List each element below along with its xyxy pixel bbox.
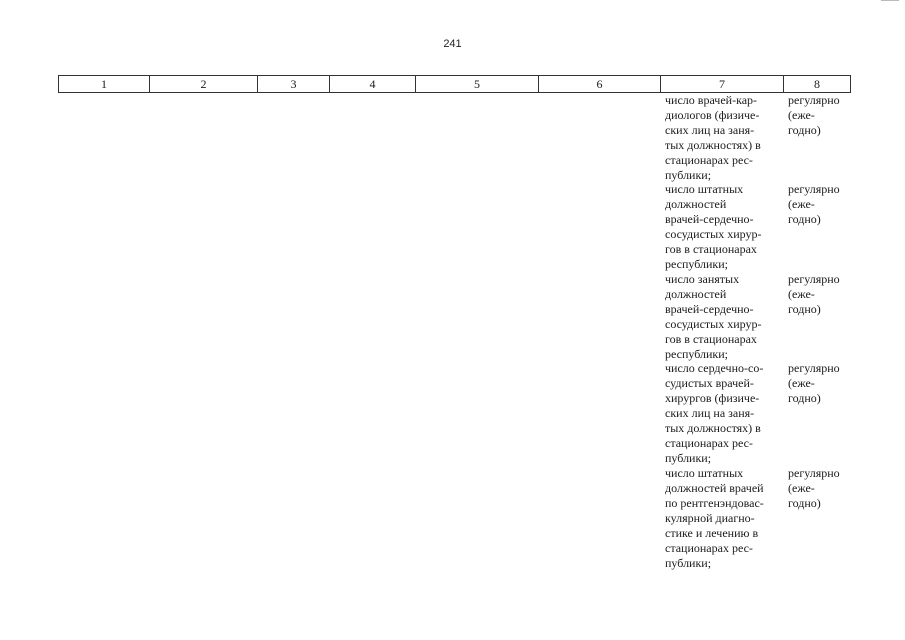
- frequency-cell: регулярно (еже- годно): [788, 93, 840, 137]
- frequency-cell: регулярно (еже- годно): [788, 466, 840, 510]
- column-header-6: 6: [538, 76, 660, 92]
- indicator-cell: число штатных должностей врачей по рентгенэндовас- кулярной диагно- стике и лечению в стационарах рес- публики;: [665, 466, 764, 570]
- frequency-cell: регулярно (еже- годно): [788, 182, 840, 226]
- column-header-5: 5: [415, 76, 538, 92]
- frequency-cell: регулярно (еже- годно): [788, 272, 840, 316]
- column-header-7: 7: [660, 76, 783, 92]
- indicator-cell: число штатных должностей врачей-сердечно- сосудистых хирур- гов в стационарах республики;: [665, 182, 762, 271]
- scan-edge-mark: [881, 0, 899, 1]
- column-header-1: 1: [58, 76, 149, 92]
- column-header-2: 2: [149, 76, 257, 92]
- column-header-4: 4: [329, 76, 415, 92]
- indicator-cell: число врачей-кар- диологов (физиче- ских лиц на заня- тых должностях) в стационарах рес- публики;: [665, 93, 761, 182]
- frequency-cell: регулярно (еже- годно): [788, 361, 840, 405]
- indicator-cell: число занятых должностей врачей-сердечно- сосудистых хирур- гов в стационарах республики;: [665, 272, 762, 361]
- column-header-3: 3: [257, 76, 329, 92]
- page-number: 241: [443, 38, 462, 50]
- column-header-8: 8: [783, 76, 851, 92]
- table-header: [58, 75, 851, 93]
- indicator-cell: число сердечно-со- судистых врачей- хирургов (физиче- ских лиц на заня- тых должностях) в стационарах рес- публики;: [665, 361, 764, 465]
